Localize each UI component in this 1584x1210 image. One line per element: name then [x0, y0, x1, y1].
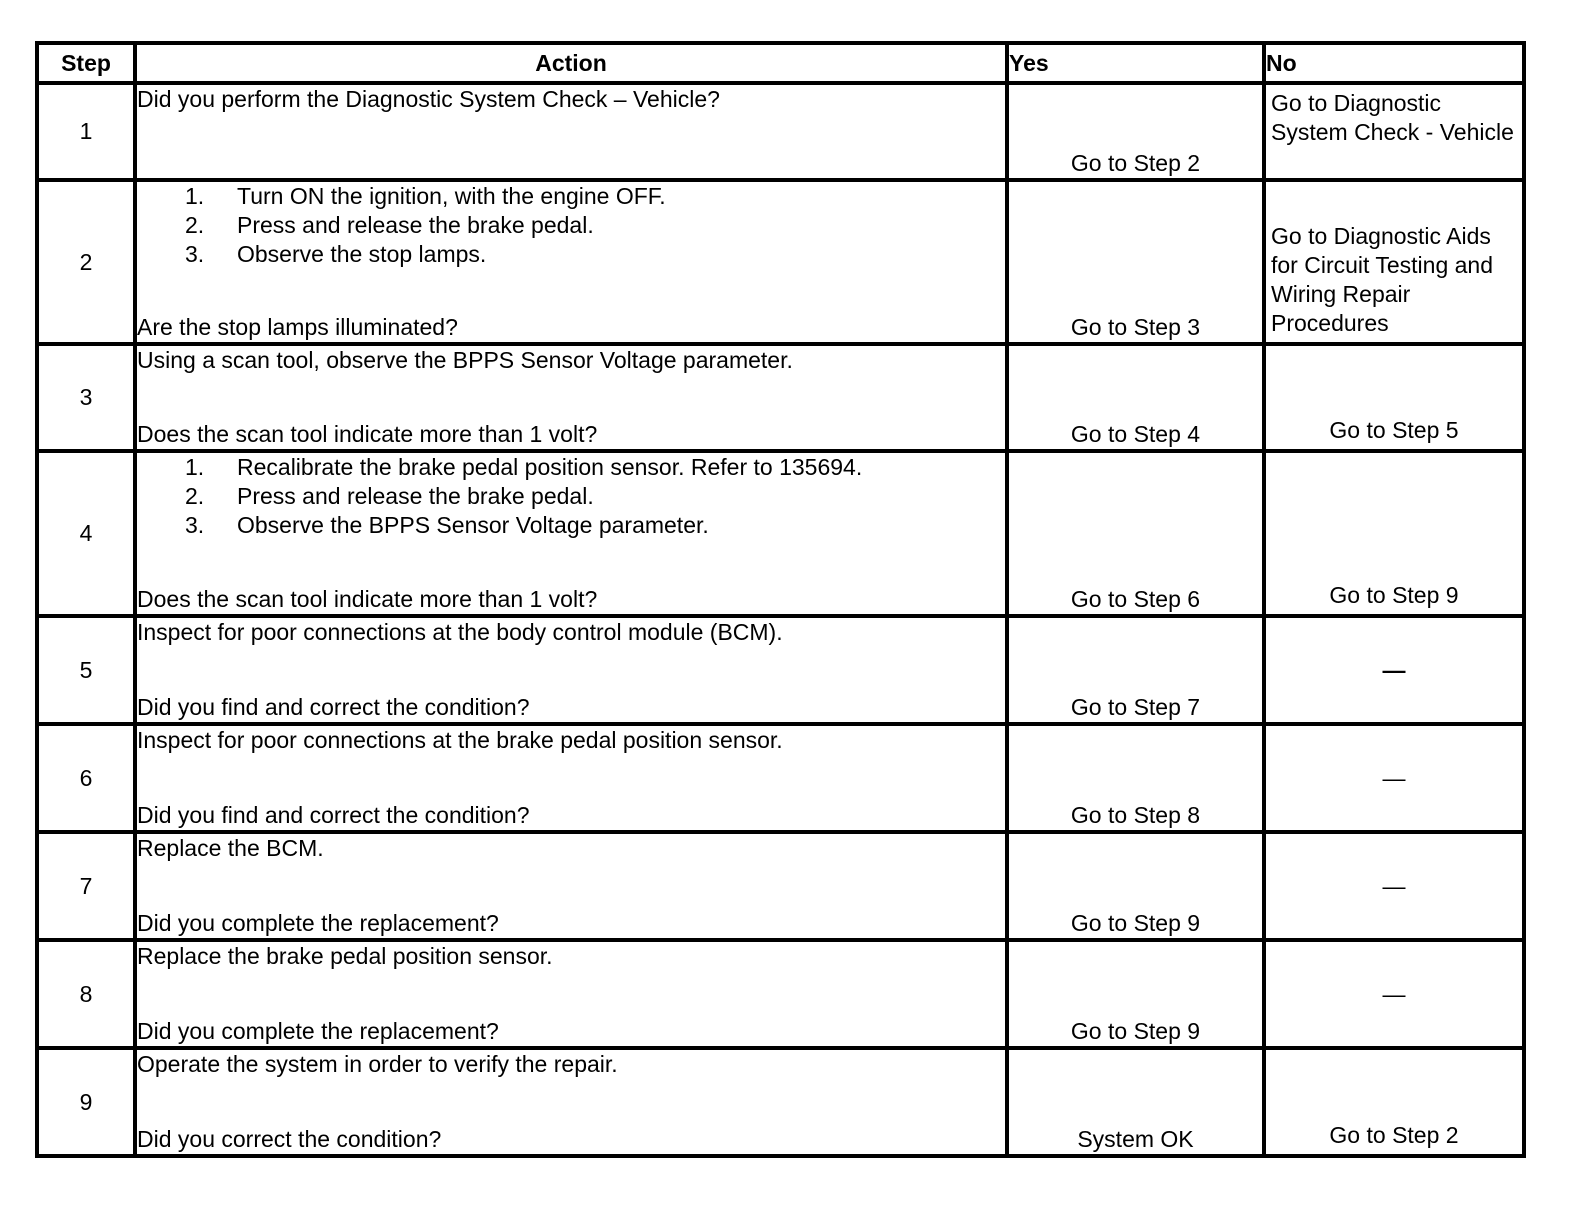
- table-row: [37, 724, 1524, 832]
- header-row: [37, 43, 1524, 83]
- substep-text: Observe the BPPS Sensor Voltage parameter.: [237, 512, 709, 538]
- action-text: Did you perform the Diagnostic System Check – Vehicle?: [137, 86, 720, 112]
- list-item: [137, 240, 1005, 269]
- yes-cell: Go to Step 6: [1007, 451, 1264, 616]
- action-question: Does the scan tool indicate more than 1 volt?: [137, 586, 598, 612]
- table-row: [37, 1048, 1524, 1156]
- action-cell: [135, 180, 1007, 344]
- table-row: [37, 940, 1524, 1048]
- step-number: 1: [37, 83, 135, 180]
- action-text: Inspect for poor connections at the brake pedal position sensor.: [137, 727, 783, 753]
- step-number: 2: [37, 180, 135, 344]
- table-row: [37, 451, 1524, 616]
- step-number: 7: [37, 832, 135, 940]
- yes-cell: Go to Step 9: [1007, 940, 1264, 1048]
- substep-text: Observe the stop lamps.: [237, 241, 487, 267]
- action-question: Did you find and correct the condition?: [137, 694, 530, 720]
- yes-cell: Go to Step 9: [1007, 832, 1264, 940]
- header-no: No: [1264, 43, 1524, 83]
- action-inner: [137, 942, 1005, 1046]
- action-question: Did you complete the replacement?: [137, 910, 499, 936]
- yes-cell: Go to Step 4: [1007, 344, 1264, 451]
- table-row: [37, 344, 1524, 451]
- step-number: 4: [37, 451, 135, 616]
- substep-text: Press and release the brake pedal.: [237, 212, 594, 238]
- step-number: 8: [37, 940, 135, 1048]
- list-item: [137, 182, 1005, 211]
- substep-text: Turn ON the ignition, with the engine OFF.: [237, 183, 666, 209]
- action-inner: [137, 1050, 1005, 1154]
- no-cell: Go to Step 5: [1264, 344, 1524, 451]
- list-item: [137, 511, 1005, 540]
- step-number: 5: [37, 616, 135, 724]
- table-row: [37, 180, 1524, 344]
- dash-text: —: [1382, 656, 1406, 683]
- substep-text: Recalibrate the brake pedal position sensor. Refer to 135694.: [237, 454, 863, 480]
- action-cell: [135, 724, 1007, 832]
- substep-number: 3.: [185, 241, 205, 267]
- substep-number: 2.: [185, 212, 205, 238]
- list-item: [137, 482, 1005, 511]
- header-yes: Yes: [1007, 43, 1264, 83]
- action-cell: [135, 451, 1007, 616]
- list-item: [137, 211, 1005, 240]
- action-cell: [135, 940, 1007, 1048]
- no-cell: Go to Step 2: [1264, 1048, 1524, 1156]
- action-cell: [135, 83, 1007, 180]
- action-question: Did you complete the replacement?: [137, 1018, 499, 1044]
- substep-list: [137, 182, 1005, 269]
- table-row: [37, 616, 1524, 724]
- action-inner: [137, 346, 1005, 449]
- substep-list: [137, 453, 1005, 540]
- yes-cell: Go to Step 7: [1007, 616, 1264, 724]
- no-cell: —: [1264, 832, 1524, 940]
- action-inner: [137, 726, 1005, 830]
- step-number: 6: [37, 724, 135, 832]
- no-cell: —: [1264, 940, 1524, 1048]
- step-number: 9: [37, 1048, 135, 1156]
- action-question: Did you find and correct the condition?: [137, 802, 530, 828]
- action-question: Does the scan tool indicate more than 1 volt?: [137, 421, 598, 447]
- action-cell: [135, 344, 1007, 451]
- action-text: Replace the BCM.: [137, 835, 324, 861]
- substep-number: 1.: [185, 183, 205, 209]
- no-text: Go to Diagnostic Aids for Circuit Testing and Wiring Repair Procedures: [1271, 223, 1494, 336]
- yes-cell: Go to Step 2: [1007, 83, 1264, 180]
- action-text: Using a scan tool, observe the BPPS Sensor Voltage parameter.: [137, 347, 793, 373]
- substep-text: Press and release the brake pedal.: [237, 483, 594, 509]
- action-cell: [135, 832, 1007, 940]
- yes-cell: Go to Step 8: [1007, 724, 1264, 832]
- no-cell: [1264, 616, 1524, 724]
- action-text: Replace the brake pedal position sensor.: [137, 943, 553, 969]
- no-cell: [1264, 180, 1524, 344]
- action-text: Operate the system in order to verify the repair.: [137, 1051, 618, 1077]
- action-inner: [137, 618, 1005, 722]
- header-action: Action: [135, 43, 1007, 83]
- diagnostic-table: [35, 41, 1526, 1158]
- action-question: Are the stop lamps illuminated?: [137, 314, 458, 340]
- substep-number: 1.: [185, 454, 205, 480]
- action-inner: [137, 453, 1005, 614]
- yes-cell: Go to Step 3: [1007, 180, 1264, 344]
- yes-cell: System OK: [1007, 1048, 1264, 1156]
- table-row: [37, 83, 1524, 180]
- substep-number: 3.: [185, 512, 205, 538]
- no-cell: Go to Diagnostic System Check - Vehicle: [1264, 83, 1524, 180]
- step-number: 3: [37, 344, 135, 451]
- table-row: [37, 832, 1524, 940]
- action-cell: [135, 616, 1007, 724]
- header-step: Step: [37, 43, 135, 83]
- action-cell: [135, 1048, 1007, 1156]
- action-text: Inspect for poor connections at the body control module (BCM).: [137, 619, 783, 645]
- no-cell: —: [1264, 724, 1524, 832]
- action-inner: [137, 182, 1005, 342]
- no-cell: Go to Step 9: [1264, 451, 1524, 616]
- substep-number: 2.: [185, 483, 205, 509]
- action-inner: [137, 834, 1005, 938]
- action-question: Did you correct the condition?: [137, 1126, 442, 1152]
- list-item: [137, 453, 1005, 482]
